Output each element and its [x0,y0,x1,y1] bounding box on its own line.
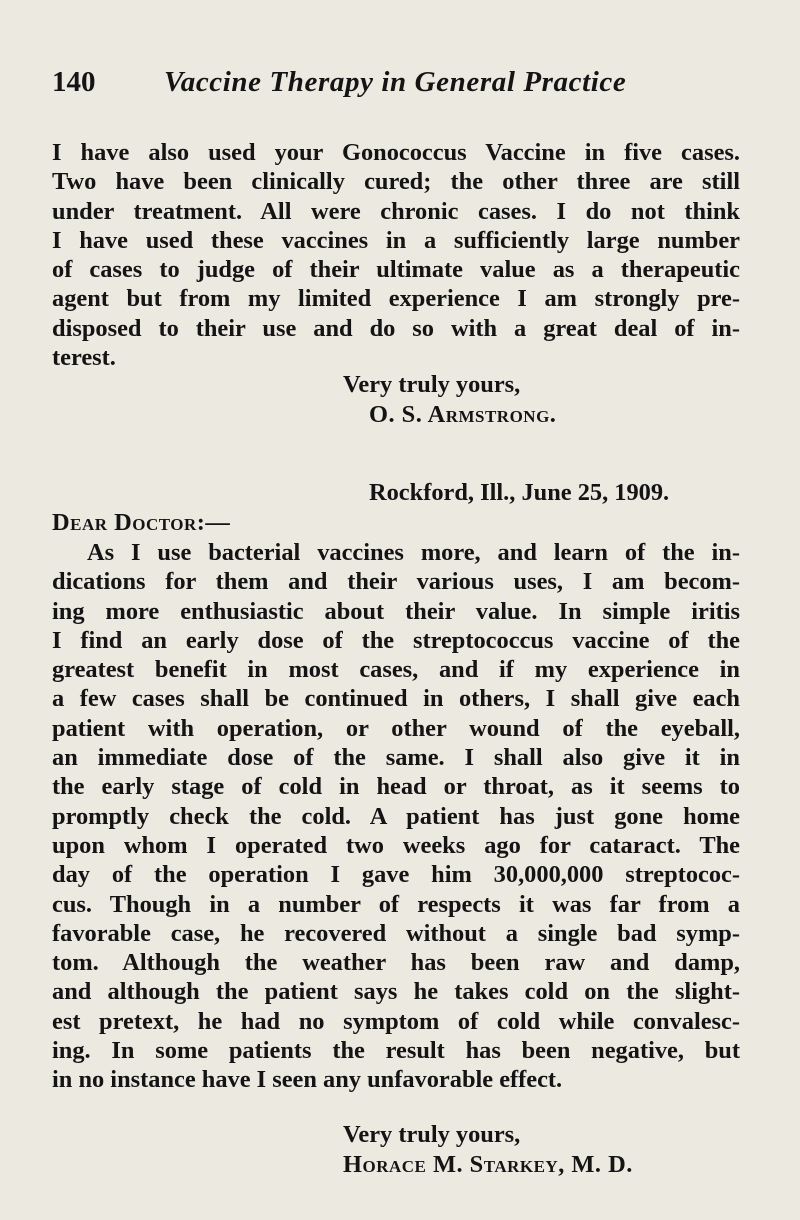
letter-1-line: terest. [52,344,116,372]
running-head [52,64,752,100]
page-number: 140 [52,66,96,98]
letter-2-line: upon whom I operated two weeks ago for cataract. The [52,831,740,859]
letter-1-line: disposed to their use and do so with a great deal of in- [52,314,740,342]
letter-1-line: Two have been clinically cured; the other three are still [52,168,740,196]
letter-2-line: ing more enthusiastic about their value. In simple iritis [52,597,740,625]
letter-2-closing: Very truly yours, [343,1121,521,1148]
letter-2-signature: Horace M. Starkey, M. D. [343,1151,633,1178]
running-title: Vaccine Therapy in General Practice [164,66,627,98]
letter-2-line: favorable case, he recovered without a single bad symp- [52,919,740,947]
letter-1-line: I have used these vaccines in a sufficiently large number [52,226,740,254]
letter-1-line: under treatment. All were chronic cases. I do not think [52,197,740,225]
letter-2-line: promptly check the cold. A patient has just gone home [52,802,740,830]
letter-2-line: a few cases shall be continued in others, I shall give each [52,685,740,713]
letter-2-line: cus. Though in a number of respects it was far from a [52,890,740,918]
letter-2-salutation: Dear Doctor:— [52,509,231,536]
letter-2-line: As I use bacterial vaccines more, and learn of the in- [87,539,740,566]
letter-2-line: day of the operation I gave him 30,000,000 streptococ- [52,861,740,889]
letter-1-line: I have also used your Gonococcus Vaccine in five cases. [52,139,740,166]
letter-2-line: patient with operation, or other wound of the eyeball, [52,714,740,742]
letter-1-line: of cases to judge of their ultimate value as a therapeutic [52,256,740,284]
letter-2-line: an immediate dose of the same. I shall also give it in [52,744,740,772]
letter-1-line: agent but from my limited experience I am strongly pre- [52,285,740,313]
letter-2-line: est pretext, he had no symptom of cold while convalesc- [52,1007,740,1035]
letter-2-line: dications for them and their various uses, I am becom- [52,568,740,596]
letter-1-signature: O. S. Armstrong. [369,401,557,428]
letter-1-body [52,138,740,372]
letter-2-line: greatest benefit in most cases, and if my experience in [52,656,740,684]
letter-2-line: I find an early dose of the streptococcus vaccine of the [52,626,740,654]
letter-2-line: in no instance have I seen any unfavorable effect. [52,1066,563,1094]
letter-2-line: the early stage of cold in head or throat, as it seems to [52,773,740,801]
letter-2-line: tom. Although the weather has been raw and damp, [52,949,740,977]
letter-2-line: ing. In some patients the result has been negative, but [52,1037,740,1065]
letter-2-line: and although the patient says he takes cold on the slight- [52,978,740,1006]
letter-2-body [52,538,740,1095]
letter-2-dateline: Rockford, Ill., June 25, 1909. [369,479,670,506]
letter-1-closing: Very truly yours, [343,371,521,398]
